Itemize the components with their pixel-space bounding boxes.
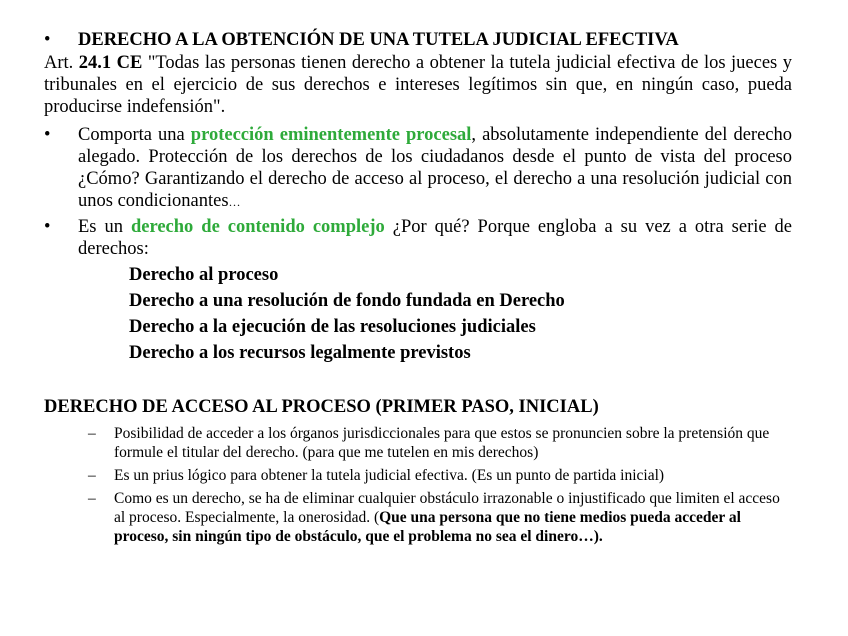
dash-marker: – — [88, 425, 96, 442]
dash-item3-bold: Que una persona que no tiene medios pueda acceder al proceso, sin ningún tipo de obstáculo, que el problema no sea el dinero…). — [114, 509, 741, 545]
dash-item3-normal: Como es un derecho, se ha de eliminar cualquier obstáculo irrazonable o injustificado que limiten el acceso al proceso. Especialmente, la onerosidad. ( — [114, 490, 780, 526]
bullet2-highlight: protección eminentemente procesal — [190, 125, 472, 145]
bullet2-ellipsis: … — [228, 195, 241, 209]
bullet3-after: ¿Por qué? Porque engloba a su vez a otra serie de derechos: — [78, 217, 793, 259]
dash-marker: – — [88, 490, 96, 507]
article-paragraph — [44, 52, 792, 118]
bullet2-before: Comporta una — [78, 125, 191, 145]
bullet-text — [78, 124, 792, 213]
dash-item-text: Posibilidad de acceder a los órganos jurisdiccionales para que estos se pronuncien sobre la pretensión que formule el titular del derecho. (para que me tutelen en mis derechos) — [114, 425, 770, 461]
sub-right-item: Derecho a los recursos legalmente previstos — [129, 343, 471, 363]
dash-item-text — [114, 489, 788, 546]
bullet3-highlight: derecho de contenido complejo — [130, 217, 385, 237]
bullet-marker: • — [44, 217, 51, 237]
sub-rights-list — [129, 262, 565, 366]
main-heading: DERECHO A LA OBTENCIÓN DE UNA TUTELA JUDICIAL EFECTIVA — [78, 30, 679, 50]
sub-right-item: Derecho a una resolución de fondo fundada en Derecho — [129, 291, 565, 311]
dash-marker: – — [88, 467, 96, 484]
sub-right-item: Derecho a la ejecución de las resoluciones judiciales — [129, 317, 536, 337]
bullet-marker: • — [44, 30, 51, 50]
article-reference: 24.1 CE — [78, 53, 143, 73]
bullet2-after: , absolutamente independiente del derecho alegado. Protección de los derechos de los ciudadanos desde el punto de vista del proceso ¿Cómo? Garantizando el derecho de acceso al proceso, el derecho a una resolución judicial con unos condicionantes — [78, 125, 792, 211]
bullet-text — [78, 216, 792, 260]
article-quote: "Todas las personas tienen derecho a obtener la tutela judicial efectiva de los jueces y tribunales en el ejercicio de sus derechos e intereses legítimos sin que, en ningún caso, pueda producirse indefensión". — [44, 53, 793, 117]
article-prefix: Art. — [44, 53, 79, 73]
dash-item-text: Es un prius lógico para obtener la tutela judicial efectiva. (Es un punto de partida inicial) — [114, 467, 665, 484]
bullet-marker: • — [44, 125, 51, 145]
bullet3-before: Es un — [78, 217, 131, 237]
sub-right-item: Derecho al proceso — [129, 265, 279, 285]
section-title: DERECHO DE ACCESO AL PROCESO (PRIMER PASO, INICIAL) — [44, 397, 599, 417]
